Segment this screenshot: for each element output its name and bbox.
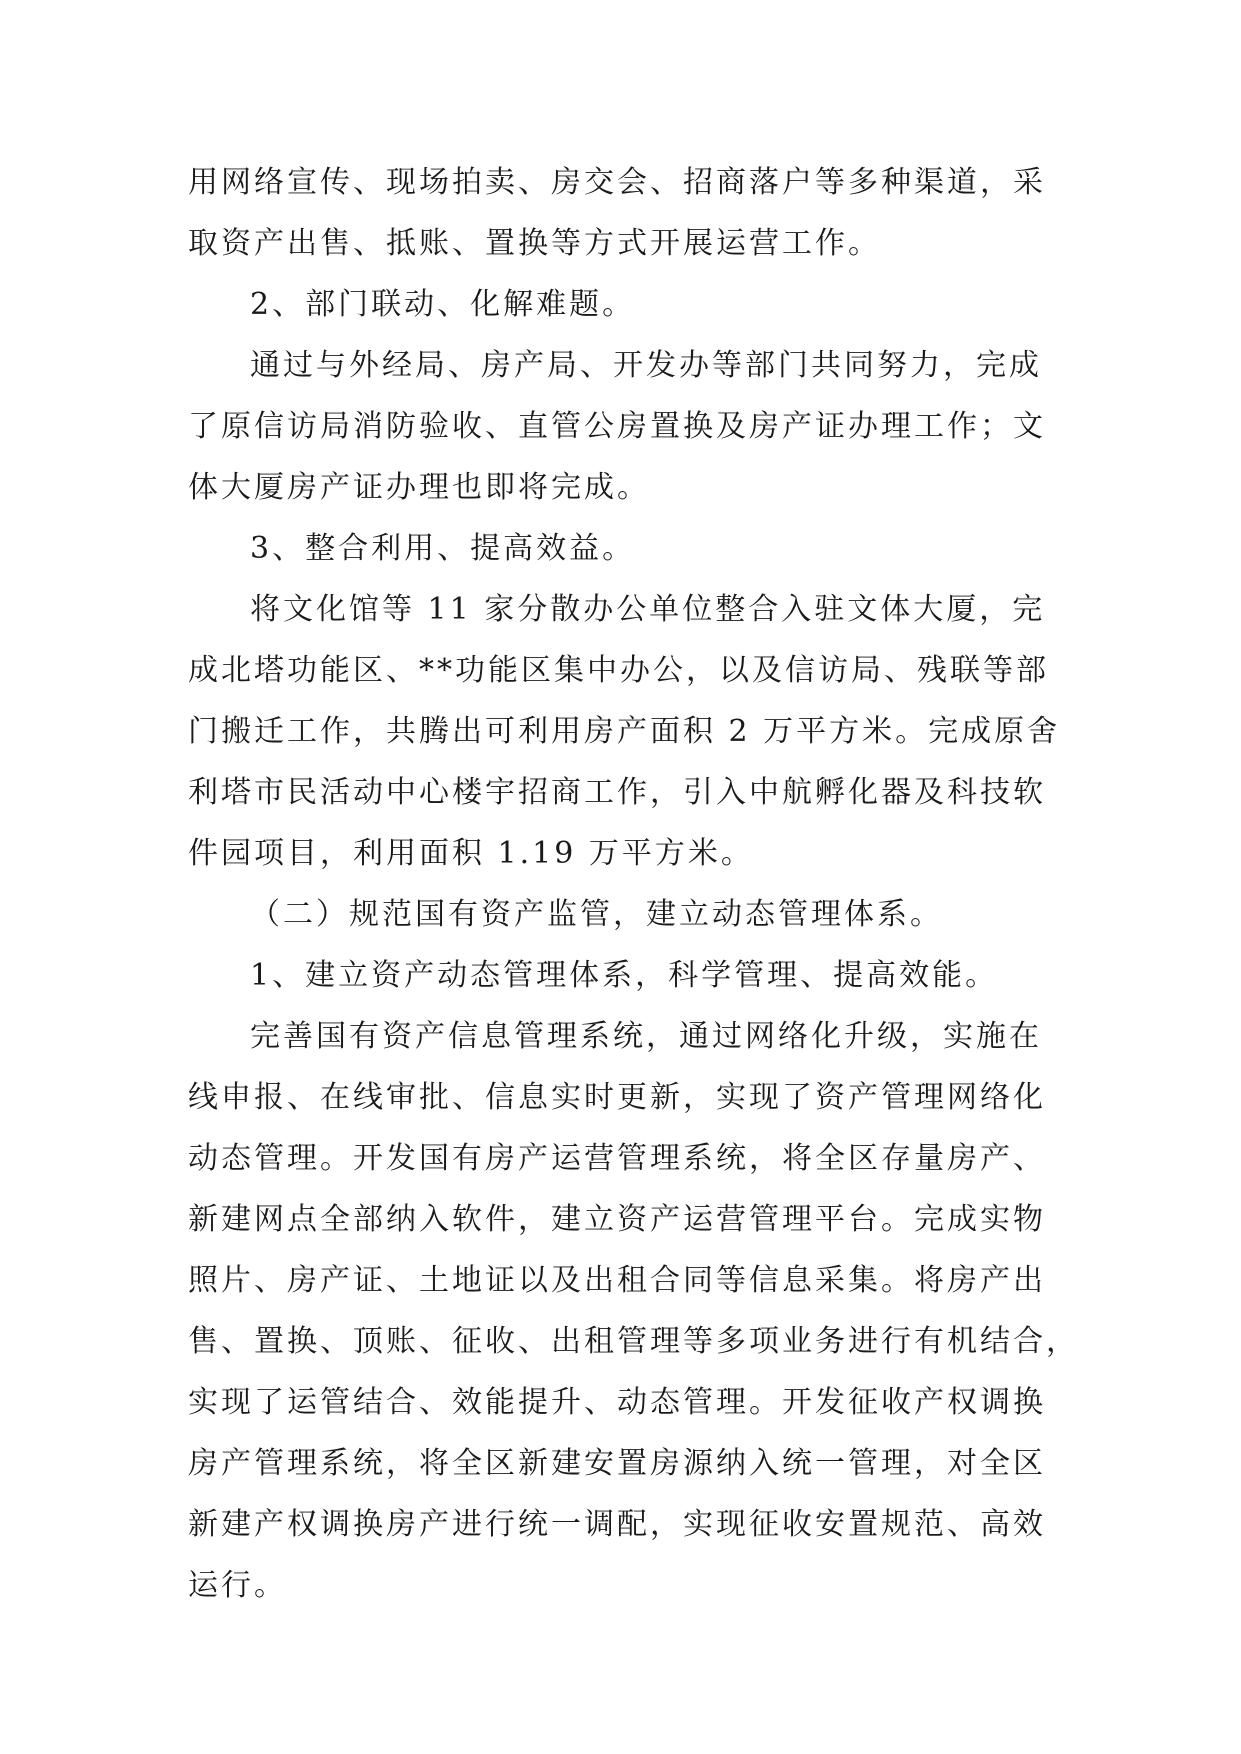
text-line: 完善国有资产信息管理系统，通过网络化升级，实施在	[250, 1019, 1042, 1054]
text-line: 通过与外经局、房产局、开发办等部门共同努力，完成	[250, 348, 1042, 383]
text-line: 了原信访局消防验收、直管公房置换及房产证办理工作；文	[188, 409, 1046, 444]
section-heading-2	[188, 884, 1052, 945]
text-line: 运行。	[188, 1568, 287, 1603]
document-body	[188, 152, 1079, 1616]
text-line: 1、建立资产动态管理体系，科学管理、提高效能。	[250, 958, 999, 993]
text-line: 件园项目，利用面积 1.19 万平方米。	[188, 836, 754, 871]
text-line: 新建产权调换房产进行统一调配，实现征收安置规范、高效	[188, 1507, 1046, 1542]
paragraph-5	[188, 579, 1061, 884]
text-line: 房产管理系统，将全区新建安置房源纳入统一管理，对全区	[188, 1446, 1046, 1481]
text-line: 新建网点全部纳入软件，建立资产运营管理平台。完成实物	[188, 1202, 1046, 1237]
text-line: 实现了运管结合、效能提升、动态管理。开发征收产权调换	[188, 1385, 1046, 1420]
subheading-2	[188, 274, 1052, 335]
paragraph-1	[188, 152, 1052, 274]
text-line: 取资产出售、抵账、置换等方式开展运营工作。	[188, 226, 881, 261]
text-line: 售、置换、顶账、征收、出租管理等多项业务进行有机结合，	[188, 1324, 1079, 1359]
text-line: 门搬迁工作，共腾出可利用房产面积 2 万平方米。完成原舍	[188, 714, 1061, 749]
paragraph-3	[188, 335, 1052, 518]
paragraph-8	[188, 1006, 1079, 1616]
text-line: 用网络宣传、现场拍卖、房交会、招商落户等多种渠道，采	[188, 165, 1046, 200]
text-line: 照片、房产证、土地证以及出租合同等信息采集。将房产出	[188, 1263, 1046, 1298]
text-line: 线申报、在线审批、信息实时更新，实现了资产管理网络化	[188, 1080, 1046, 1115]
subheading-1	[188, 945, 1052, 1006]
text-line: 将文化馆等 11 家分散办公单位整合入驻文体大厦，完	[250, 592, 1046, 627]
text-line: （二）规范国有资产监管，建立动态管理体系。	[250, 897, 943, 932]
text-line: 动态管理。开发国有房产运营管理系统，将全区存量房产、	[188, 1141, 1046, 1176]
text-line: 2、部门联动、化解难题。	[250, 287, 636, 322]
text-line: 成北塔功能区、**功能区集中办公，以及信访局、残联等部	[188, 653, 1049, 688]
text-line: 体大厦房产证办理也即将完成。	[188, 470, 650, 505]
subheading-3	[188, 518, 1052, 579]
text-line: 利塔市民活动中心楼宇招商工作，引入中航孵化器及科技软	[188, 775, 1046, 810]
text-line: 3、整合利用、提高效益。	[250, 531, 636, 566]
